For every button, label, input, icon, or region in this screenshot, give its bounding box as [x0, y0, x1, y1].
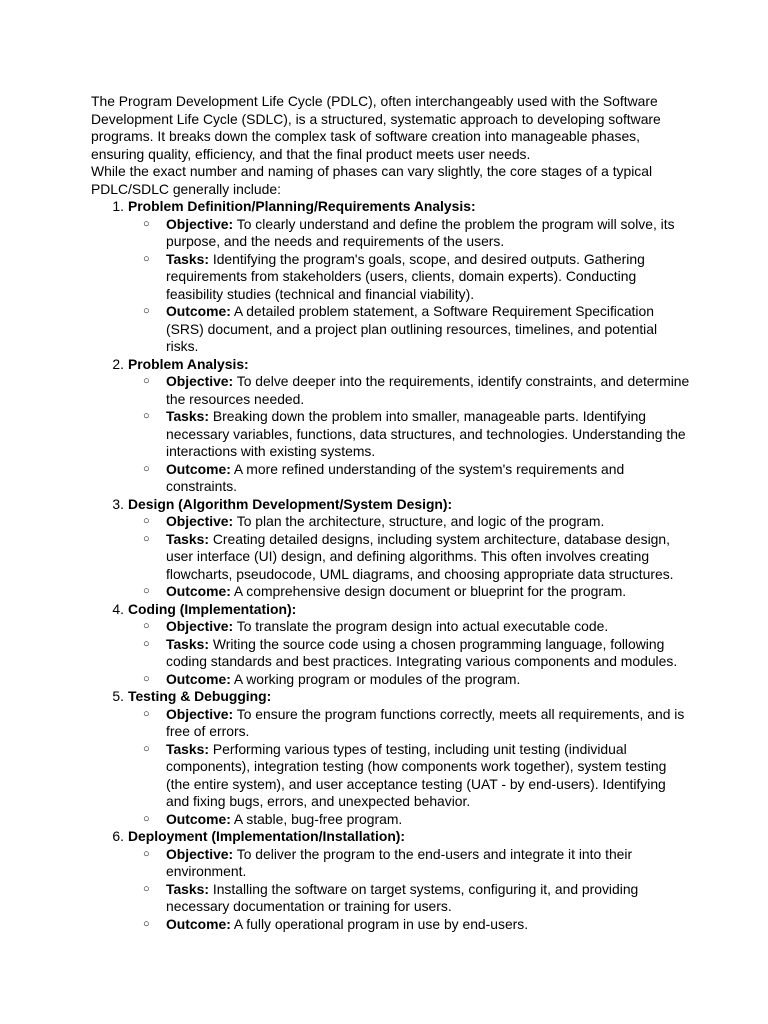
point-text: Identifying the program's goals, scope, and desired outputs. Gathering requirements from stakeholders (users, clients, domain experts). Conducting feasibility studies (technical and financial viability). [166, 250, 645, 302]
point-text: Writing the source code using a chosen programming language, following coding standards and best practices. Integrating various components and modules. [166, 635, 678, 669]
stage-point [143, 705, 691, 741]
point-text: Creating detailed designs, including system architecture, database design, user interface (UI) design, and defining algorithms. This often involves creating flowcharts, pseudocode, UML diagrams, and choosing appropriate data structures. [166, 530, 674, 582]
stage-number: 1. [112, 198, 124, 214]
stage-point [143, 215, 691, 251]
point-label: Outcome: [166, 583, 231, 599]
stage-point [143, 810, 691, 829]
point-text: A working program or modules of the program. [233, 670, 521, 687]
point-label: Outcome: [166, 810, 231, 827]
stage-number: 2. [112, 355, 124, 372]
stage-title: Testing & Debugging: [128, 688, 272, 704]
point-label: Tasks: [166, 880, 209, 897]
intro-lead-in: While the exact number and naming of phases can vary slightly, the core stages of a typical PDLC/SDLC generally include: [91, 163, 653, 197]
point-label: Objective: [166, 215, 234, 232]
stage-point [143, 915, 691, 934]
point-text: A detailed problem statement, a Software Requirement Specification (SRS) document, and a project plan outlining resources, timelines, and potential risks. [166, 303, 658, 354]
point-text: To ensure the program functions correctly, meets all requirements, and is free of errors. [166, 705, 685, 739]
stage-point [143, 880, 691, 916]
hollow-circle-bullet-icon: ○ [143, 707, 150, 720]
stage-point-list [128, 706, 691, 829]
stage-point [143, 618, 691, 636]
hollow-circle-bullet-icon: ○ [143, 252, 150, 265]
stage-title: Problem Analysis: [128, 355, 249, 372]
point-text: To clearly understand and define the problem the program will solve, its purpose, and the needs and requirements of the users. [166, 215, 675, 249]
point-text: Breaking down the problem into smaller, manageable parts. Identifying necessary variables, functions, data structures, and technologies. Understanding the interactions with existing systems. [166, 408, 686, 459]
hollow-circle-bullet-icon: ○ [143, 620, 150, 632]
hollow-circle-bullet-icon: ○ [143, 410, 150, 422]
stage-number: 6. [112, 828, 124, 844]
stage-title: Design (Algorithm Development/System Design): [128, 495, 453, 512]
stage-list [91, 198, 691, 933]
stage-number: 3. [112, 495, 124, 512]
hollow-circle-bullet-icon: ○ [143, 637, 150, 650]
point-label: Tasks: [166, 740, 209, 757]
stage-title: Coding (Implementation): [128, 600, 297, 617]
stage-point [143, 250, 691, 304]
stage-point [143, 530, 691, 584]
point-label: Outcome: [166, 303, 231, 319]
stage-point [143, 373, 691, 408]
point-text: Installing the software on target systems, configuring it, and providing necessary documentation or training for users. [166, 880, 639, 914]
point-text: To delve deeper into the requirements, identify constraints, and determine the resources needed. [166, 373, 690, 407]
stage-point-list [128, 618, 691, 688]
hollow-circle-bullet-icon: ○ [143, 375, 150, 387]
hollow-circle-bullet-icon: ○ [143, 812, 150, 825]
point-label: Outcome: [166, 460, 231, 477]
point-text: Performing various types of testing, including unit testing (individual components), integration testing (how components work together), system testing (the entire system), and user acceptance testing (UAT - by end-users). Identifying and fixing bugs, errors, and unexpected behavior. [166, 740, 667, 809]
point-label: Objective: [166, 845, 234, 862]
stage-point [143, 408, 691, 461]
stage-point [143, 303, 691, 356]
stage-item [112, 600, 691, 689]
point-label: Tasks: [166, 635, 209, 652]
point-label: Tasks: [166, 530, 209, 547]
stage-point-list [128, 373, 691, 496]
stage-number: 4. [112, 600, 124, 617]
point-label: Tasks: [166, 250, 209, 267]
point-label: Objective: [166, 618, 234, 634]
hollow-circle-bullet-icon: ○ [143, 305, 150, 317]
stage-point-list [128, 513, 691, 601]
stage-title: Deployment (Implementation/Installation): [128, 828, 406, 844]
stage-point [143, 583, 691, 601]
stage-number: 5. [112, 688, 124, 704]
stage-point-list [128, 216, 691, 356]
stage-item [112, 828, 691, 933]
point-label: Objective: [166, 513, 234, 529]
point-label: Outcome: [166, 670, 231, 687]
point-label: Tasks: [166, 408, 209, 424]
point-text: To deliver the program to the end-users and integrate it into their environment. [166, 845, 633, 879]
point-text: To translate the program design into actual executable code. [236, 618, 609, 634]
point-text: A comprehensive design document or blueprint for the program. [233, 583, 627, 599]
intro-paragraph: The Program Development Life Cycle (PDLC), often interchangeably used with the Software Development Life Cycle (SDLC), is a structured, systematic approach to developing software programs. It breaks down the complex task of software creation into manageable phases, ensuring quality, efficiency, and that the final product meets user needs. [91, 93, 661, 162]
stage-point-list [128, 846, 691, 934]
stage-item [112, 198, 691, 356]
hollow-circle-bullet-icon: ○ [143, 532, 150, 545]
point-text: To plan the architecture, structure, and logic of the program. [236, 513, 605, 529]
stage-point [143, 460, 691, 496]
hollow-circle-bullet-icon: ○ [143, 882, 150, 895]
hollow-circle-bullet-icon: ○ [143, 847, 150, 860]
stage-item [112, 355, 691, 496]
point-label: Objective: [166, 373, 234, 389]
stage-item [112, 495, 691, 601]
hollow-circle-bullet-icon: ○ [143, 515, 150, 527]
hollow-circle-bullet-icon: ○ [143, 742, 150, 755]
stage-point [143, 513, 691, 531]
stage-title: Problem Definition/Planning/Requirements Analysis: [128, 198, 476, 214]
hollow-circle-bullet-icon: ○ [143, 217, 150, 230]
stage-point [143, 635, 691, 671]
stage-point [143, 845, 691, 881]
hollow-circle-bullet-icon: ○ [143, 585, 150, 597]
hollow-circle-bullet-icon: ○ [143, 672, 150, 685]
point-label: Outcome: [166, 915, 231, 932]
stage-point [143, 670, 691, 689]
point-text: A more refined understanding of the system's requirements and constraints. [166, 460, 625, 494]
stage-item [112, 688, 691, 828]
point-label: Objective: [166, 705, 234, 722]
document-body [91, 93, 691, 933]
hollow-circle-bullet-icon: ○ [143, 462, 150, 475]
point-text: A stable, bug-free program. [233, 810, 403, 827]
hollow-circle-bullet-icon: ○ [143, 917, 150, 930]
stage-point [143, 740, 691, 811]
point-text: A fully operational program in use by end-users. [233, 915, 529, 932]
